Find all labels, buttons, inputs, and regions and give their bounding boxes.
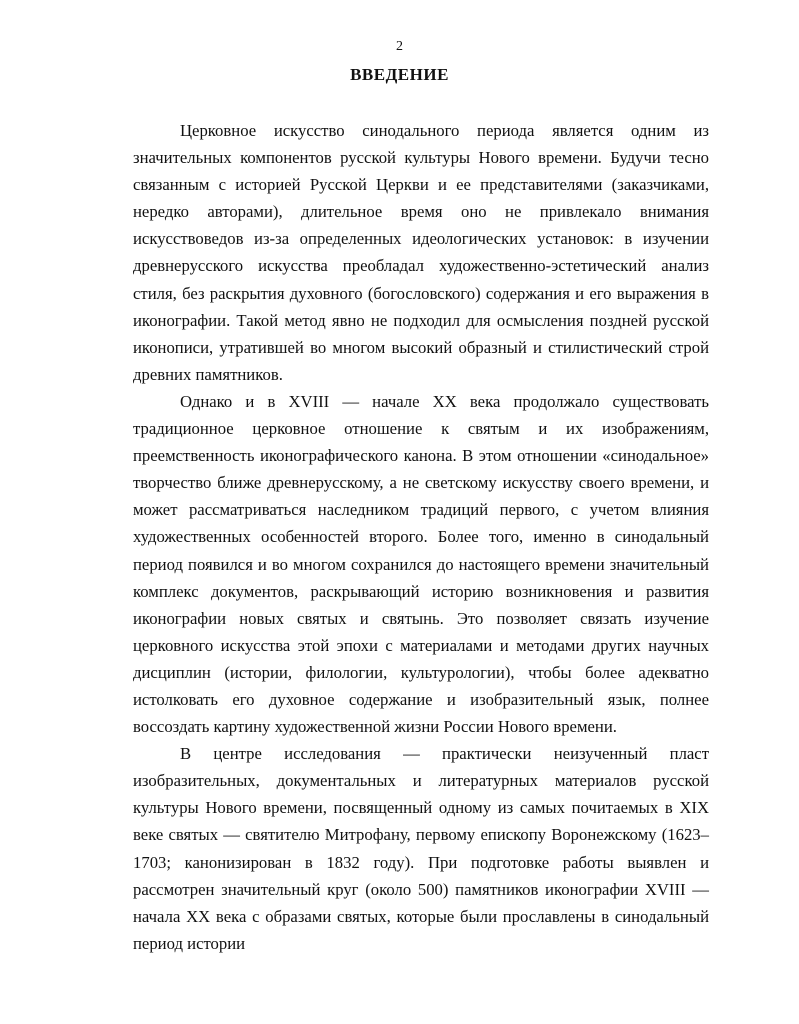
paragraph-1: Церковное искусство синодального периода является одним из значительных компонентов русской культуры Нового времени. Будучи тесно связанным с историей Русской Церкви и ее представителями (заказчиками, нередко авторами), длительное время оно не привлекало внимания искусствоведов из-за определенных идеологических установок: в изучении древнерусского искусства преобладал художественно-эстетический анализ стиля, без раскрытия духовного (богословского) содержания и его выражения в иконографии. Такой метод явно не подходил для осмысления поздней русской иконописи, утратившей во многом высокий образный и стилистический строй древних памятников. — [133, 121, 709, 384]
page-number: 2 — [396, 39, 403, 54]
paragraph-2: Однако и в XVIII — начале XX века продолжало существовать традиционное церковное отношение к святым и их изображениям, преемственность иконографического канона. В этом отношении «синодальное» творчество ближе древнерусскому, а не светскому искусству своего времени, и может рассматриваться наследником традиций первого, с учетом влияния художественных особенностей второго. Более того, именно в синодальный период появился и во многом сохранился до настоящего времени значительный комплекс документов, раскрывающий историю возникновения и развития иконографии новых святых и святынь. Это позволяет связать изучение церковного искусства этой эпохи с материалами и методами других научных дисциплин (истории, филологии, культурологии), чтобы более адекватно истолковать его духовное содержание и изобразительный язык, полнее воссоздать картину художественной жизни России Нового времени. — [133, 391, 709, 737]
paragraph-3: В центре исследования — практически неизученный пласт изобразительных, документальных и литературных материалов русской культуры Нового времени, посвященный одному из самых почитаемых в XIX веке святых — святителю Митрофану, первому епископу Воронежскому (1623–1703; канонизирован в 1832 году). При подготовке работы выявлен и рассмотрен значительный круг (около 500) памятников иконографии XVIII — начала XX века с образами святых, которые были прославлены в синодальный период истории — [133, 744, 709, 953]
page-title: ВВЕДЕНИЕ — [350, 65, 449, 84]
document-body — [133, 117, 709, 957]
